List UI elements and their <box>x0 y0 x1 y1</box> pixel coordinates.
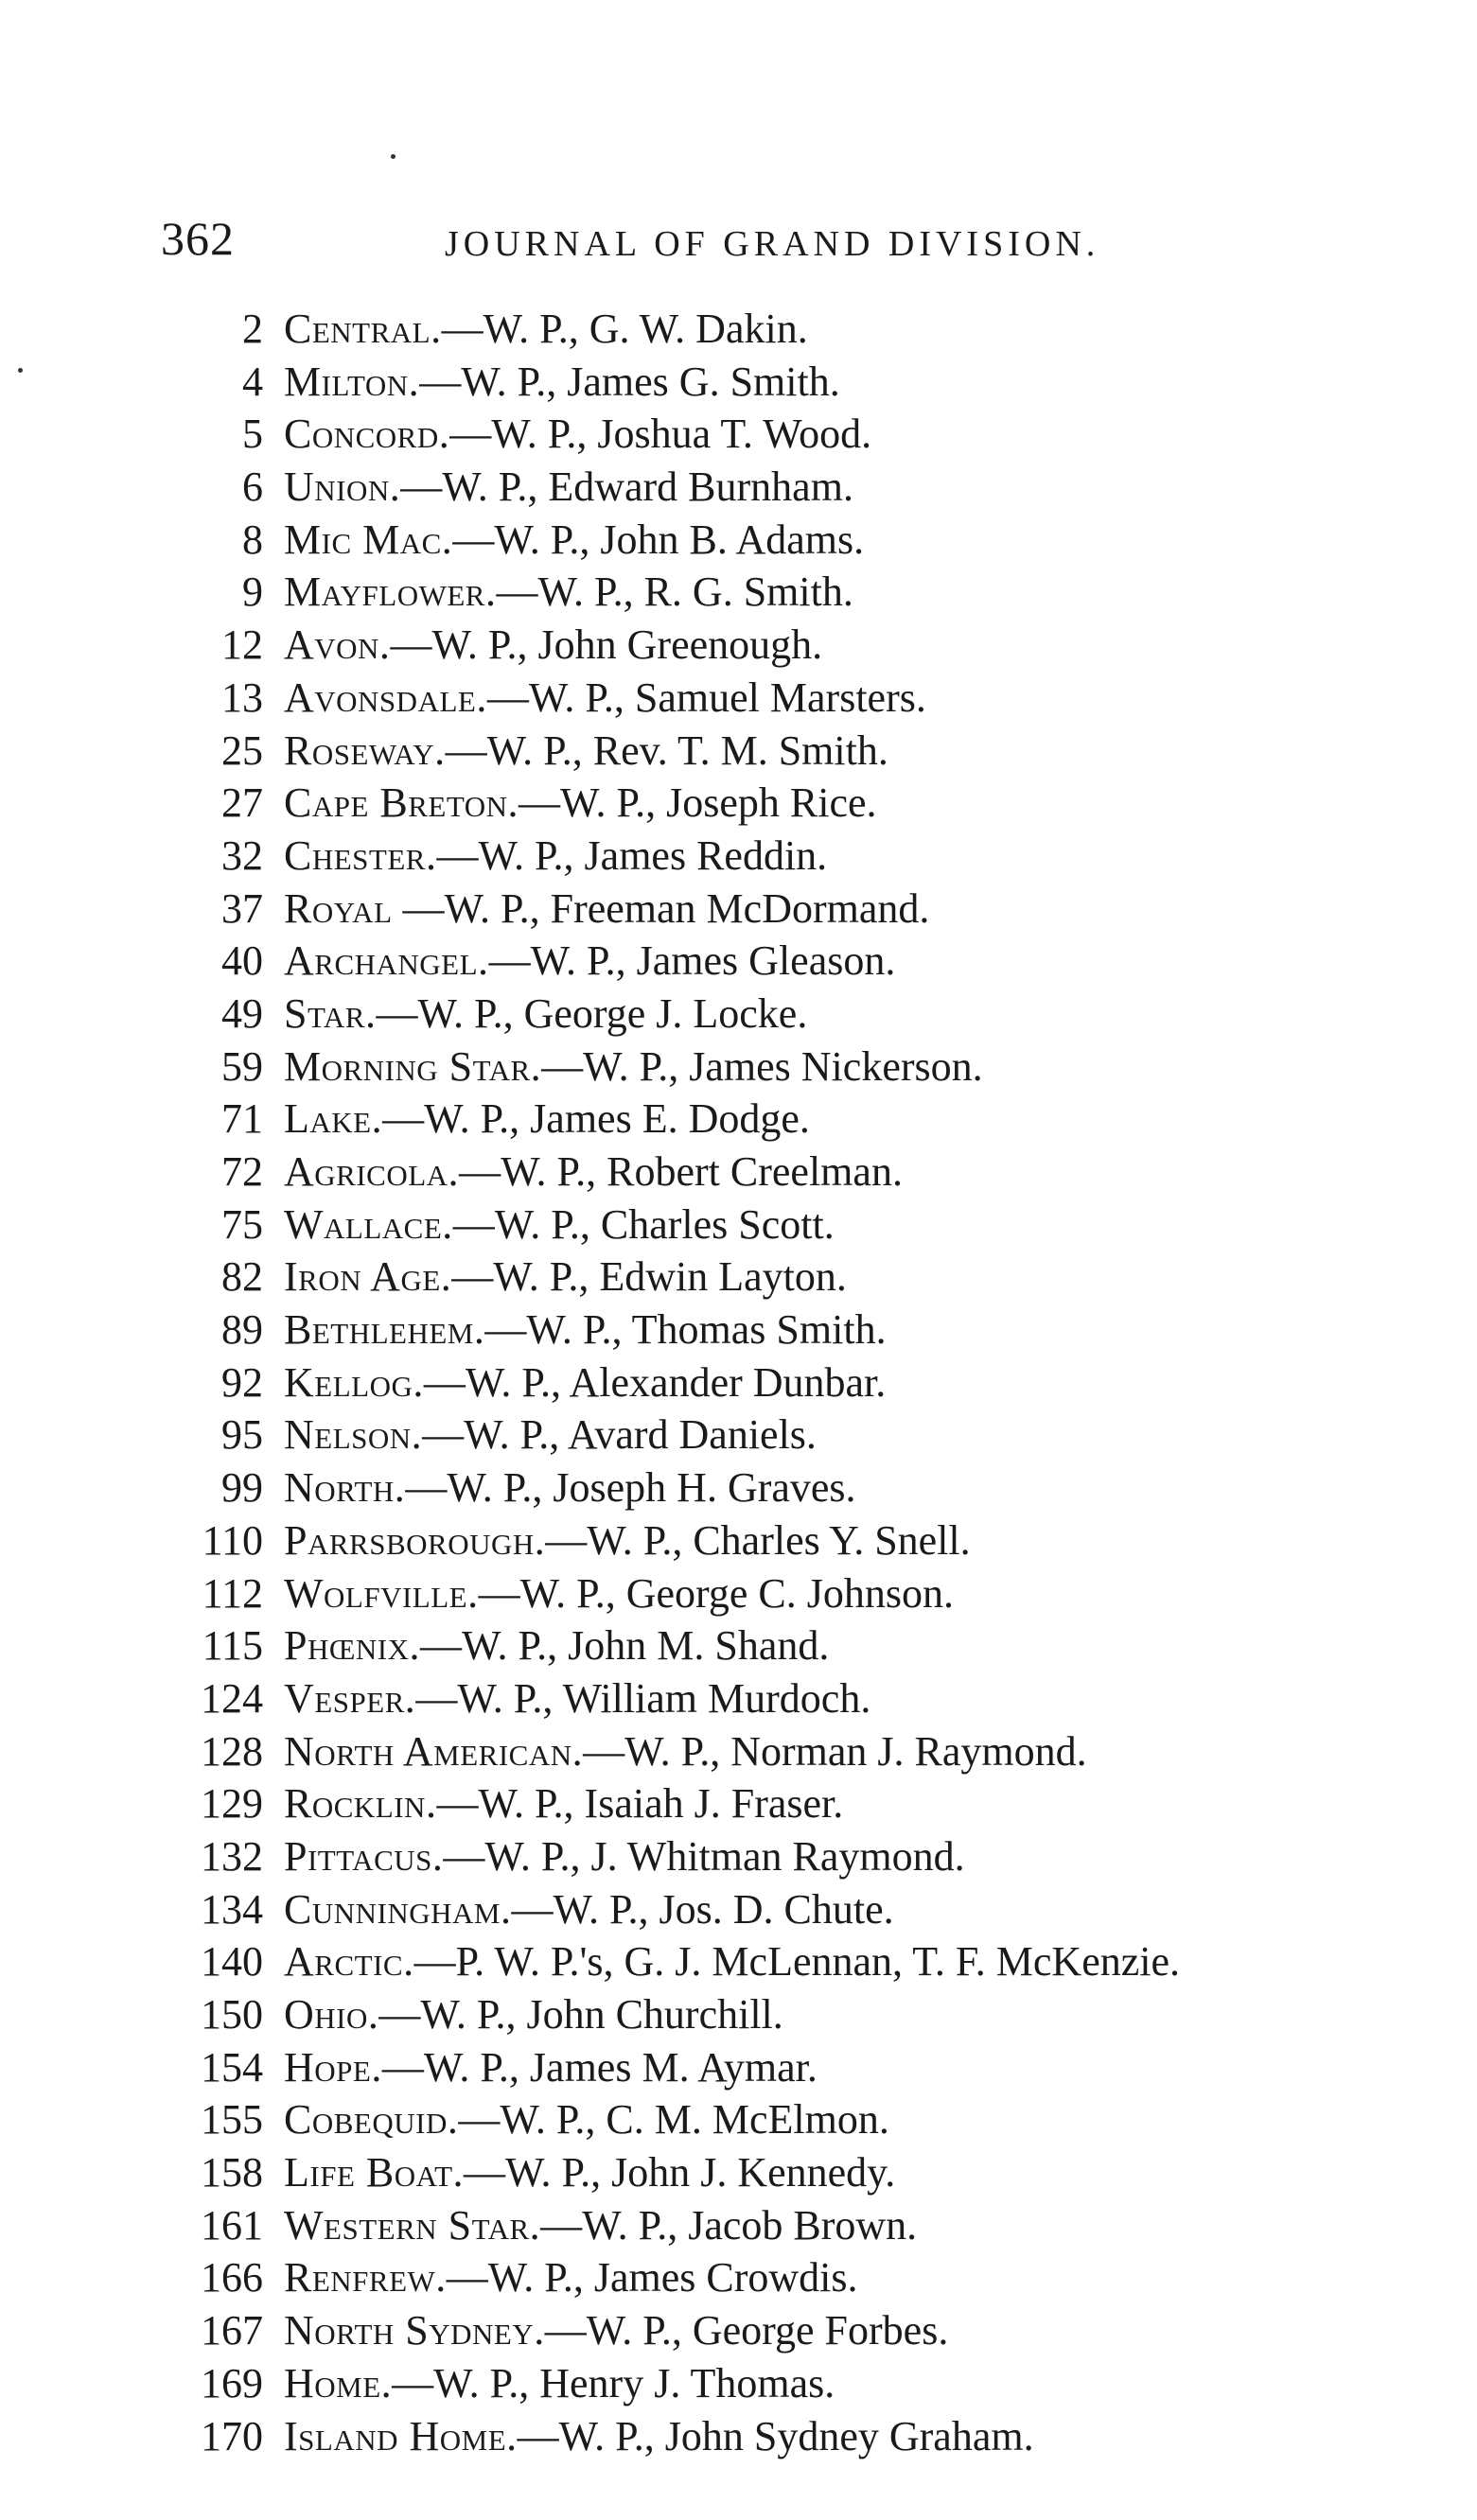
division-entry <box>284 1725 1087 1778</box>
division-entry <box>284 566 853 619</box>
worthy-patriarch: —W. P., John B. Adams. <box>452 516 865 563</box>
division-number: 134 <box>201 1885 263 1933</box>
division-entry <box>284 461 853 514</box>
division-entry <box>284 619 822 672</box>
list-item <box>0 830 1477 883</box>
division-number: 92 <box>221 1358 263 1406</box>
list-item <box>0 2041 1477 2094</box>
worthy-patriarch: —W. P., Samuel Marsters. <box>486 674 926 721</box>
division-number: 71 <box>221 1095 263 1143</box>
division-number: 37 <box>221 884 263 932</box>
division-entry <box>284 1672 870 1725</box>
worthy-patriarch: —W. P., Rev. T. M. Smith. <box>445 726 888 774</box>
page-number: 362 <box>161 212 235 265</box>
list-item <box>0 566 1477 619</box>
division-number: 115 <box>202 1622 263 1670</box>
list-item <box>0 1883 1477 1936</box>
division-name: Vesper. <box>284 1674 416 1722</box>
list-item <box>0 356 1477 409</box>
division-name: Mic Mac. <box>284 516 453 563</box>
division-name: Morning Star. <box>284 1042 542 1090</box>
division-number: 154 <box>201 2043 263 2091</box>
division-entry <box>284 725 888 778</box>
division-number: 99 <box>221 1464 263 1512</box>
division-number: 25 <box>221 726 263 774</box>
list-item <box>0 1199 1477 1251</box>
division-name: Central. <box>284 306 442 352</box>
division-name: Wolfville. <box>284 1569 479 1617</box>
worthy-patriarch: —W. P., George J. Locke. <box>376 989 808 1037</box>
division-number: 110 <box>202 1516 263 1564</box>
division-name: North. <box>284 1464 406 1512</box>
division-number: 150 <box>201 1991 263 2038</box>
list-item <box>0 1146 1477 1199</box>
division-name: Ohio. <box>284 1991 379 2038</box>
division-entry <box>284 1988 783 2041</box>
division-name: Cunningham. <box>284 1885 512 1933</box>
worthy-patriarch: —W. P., Isaiah J. Fraser. <box>436 1780 844 1828</box>
division-number: 32 <box>221 831 263 879</box>
division-name: Life Boat. <box>284 2149 464 2196</box>
list-item <box>0 672 1477 725</box>
list-item <box>0 2357 1477 2410</box>
division-name: Bethlehem. <box>284 1306 485 1354</box>
division-name: Parrsborough. <box>284 1516 546 1564</box>
list-item <box>0 1567 1477 1620</box>
list-item <box>0 619 1477 672</box>
division-name: Pittacus. <box>284 1832 444 1880</box>
division-entry <box>284 303 808 356</box>
division-number: 8 <box>242 516 263 563</box>
division-entry <box>284 1883 894 1936</box>
division-entry <box>284 1567 954 1620</box>
worthy-patriarch: —W. P., Joshua T. Wood. <box>449 411 872 458</box>
division-name: Milton. <box>284 358 420 405</box>
worthy-patriarch: —W. P., James G. Smith. <box>419 358 840 405</box>
list-item <box>0 935 1477 988</box>
division-number: 72 <box>221 1148 263 1195</box>
list-item <box>0 1304 1477 1356</box>
division-entry <box>284 1461 856 1514</box>
division-entry <box>284 672 926 725</box>
worthy-patriarch: —W. P., Norman J. Raymond. <box>583 1727 1087 1775</box>
division-name: Concord. <box>284 411 450 458</box>
division-number: 155 <box>201 2096 263 2144</box>
division-name: Lake. <box>284 1095 383 1143</box>
division-name: Avonsdale. <box>284 674 487 721</box>
division-entry <box>284 2199 917 2252</box>
worthy-patriarch: —W. P., Freeman McDormand. <box>392 884 930 932</box>
list-item <box>0 2093 1477 2146</box>
division-name: Roseway. <box>284 726 446 774</box>
list-item <box>0 1041 1477 1094</box>
division-name: Archangel. <box>284 937 489 985</box>
division-name: Renfrew. <box>284 2254 447 2301</box>
division-entry <box>284 1304 887 1356</box>
division-number: 59 <box>221 1042 263 1090</box>
list-item <box>0 514 1477 567</box>
list-item <box>0 988 1477 1041</box>
division-number: 4 <box>242 358 263 405</box>
division-name: Nelson. <box>284 1411 423 1459</box>
worthy-patriarch: —W. P., William Murdoch. <box>415 1674 871 1722</box>
worthy-patriarch: —W. P., George Forbes. <box>544 2307 949 2354</box>
division-entry <box>284 514 864 567</box>
division-entry <box>284 2251 858 2304</box>
worthy-patriarch: —W. P., John M. Shand. <box>420 1622 830 1670</box>
division-name: Western Star. <box>284 2201 541 2249</box>
division-entry <box>284 1409 817 1461</box>
division-entry <box>284 1356 886 1409</box>
division-number: 9 <box>242 569 263 616</box>
worthy-patriarch: —W. P., J. Whitman Raymond. <box>443 1832 965 1880</box>
division-name: Island Home. <box>284 2412 518 2459</box>
worthy-patriarch: —W. P., James Crowdis. <box>446 2254 858 2301</box>
division-number: 2 <box>242 306 263 352</box>
division-entry <box>284 1199 835 1251</box>
division-name: Wallace. <box>284 1200 453 1248</box>
division-entry <box>284 1041 983 1094</box>
division-entry <box>284 356 840 409</box>
division-entry <box>284 1619 829 1672</box>
list-item <box>0 461 1477 514</box>
worthy-patriarch: —W. P., John J. Kennedy. <box>464 2149 896 2196</box>
division-name: Home. <box>284 2359 393 2406</box>
division-name: Star. <box>284 989 377 1037</box>
division-name: Rocklin. <box>284 1780 437 1828</box>
division-name: Hope. <box>284 2043 382 2091</box>
division-name: Chester. <box>284 831 437 879</box>
division-number: 129 <box>201 1780 263 1828</box>
list-item <box>0 1935 1477 1988</box>
division-name: Arctic. <box>284 1938 414 1986</box>
division-number: 140 <box>201 1938 263 1986</box>
worthy-patriarch: —W. P., Avard Daniels. <box>422 1411 817 1459</box>
division-entry <box>284 408 871 461</box>
division-number: 112 <box>202 1569 263 1617</box>
worthy-patriarch: —W. P., John Churchill. <box>378 1991 783 2038</box>
division-number: 158 <box>201 2149 263 2196</box>
division-number: 82 <box>221 1253 263 1301</box>
worthy-patriarch: —W. P., James M. Aymar. <box>381 2043 818 2091</box>
division-number: 170 <box>201 2412 263 2459</box>
division-number: 167 <box>201 2307 263 2354</box>
division-entry <box>284 1093 810 1146</box>
list-item <box>0 1409 1477 1461</box>
worthy-patriarch: —W. P., Jos. D. Chute. <box>511 1885 894 1933</box>
worthy-patriarch: —W. P., Charles Scott. <box>452 1200 835 1248</box>
list-item <box>0 1777 1477 1830</box>
list-item <box>0 2410 1477 2463</box>
division-name: Avon. <box>284 621 391 669</box>
division-entry <box>284 1830 965 1883</box>
worthy-patriarch: —W. P., Charles Y. Snell. <box>545 1516 971 1564</box>
worthy-patriarch: —W. P., Joseph Rice. <box>519 779 877 827</box>
division-number: 128 <box>201 1727 263 1775</box>
division-number: 27 <box>221 779 263 827</box>
list-item <box>0 1093 1477 1146</box>
list-item <box>0 408 1477 461</box>
division-entry <box>284 2410 1034 2463</box>
worthy-patriarch: —W. P., Henry J. Thomas. <box>392 2359 835 2406</box>
list-item <box>0 1461 1477 1514</box>
division-number: 49 <box>221 989 263 1037</box>
division-name: Iron Age. <box>284 1253 452 1301</box>
division-entry <box>284 2146 895 2199</box>
division-name: North American. <box>284 1727 584 1775</box>
division-number: 40 <box>221 937 263 985</box>
list-item <box>0 777 1477 830</box>
division-entry <box>284 2304 948 2357</box>
list-item <box>0 2304 1477 2357</box>
division-name: Union. <box>284 464 401 511</box>
worthy-patriarch: —W. P., James Reddin. <box>436 831 828 879</box>
division-number: 95 <box>221 1411 263 1459</box>
list-item <box>0 1830 1477 1883</box>
division-number: 75 <box>221 1200 263 1248</box>
division-list <box>0 303 1477 2462</box>
worthy-patriarch: —W. P., R. G. Smith. <box>496 569 853 616</box>
worthy-patriarch: —W. P., G. W. Dakin. <box>441 306 808 352</box>
worthy-patriarch: —W. P., John Sydney Graham. <box>517 2412 1034 2459</box>
division-name: Cobequid. <box>284 2096 459 2144</box>
list-item <box>0 2146 1477 2199</box>
list-item <box>0 2251 1477 2304</box>
division-name: Agricola. <box>284 1148 460 1195</box>
division-number: 12 <box>221 621 263 669</box>
division-name: Phœnix. <box>284 1622 421 1670</box>
division-number: 5 <box>242 411 263 458</box>
worthy-patriarch: —W. P., Thomas Smith. <box>484 1306 887 1354</box>
worthy-patriarch: —W. P., Edwin Layton. <box>451 1253 847 1301</box>
list-item <box>0 1725 1477 1778</box>
list-item <box>0 1672 1477 1725</box>
division-entry <box>284 2041 818 2094</box>
list-item <box>0 303 1477 356</box>
worthy-patriarch: —W. P., Edward Burnham. <box>400 464 853 511</box>
division-number: 169 <box>201 2359 263 2406</box>
division-entry <box>284 2357 835 2410</box>
worthy-patriarch: —W. P., Jacob Brown. <box>540 2201 918 2249</box>
worthy-patriarch: —W. P., John Greenough. <box>390 621 823 669</box>
list-item <box>0 1251 1477 1304</box>
division-entry <box>284 883 929 936</box>
list-item <box>0 1356 1477 1409</box>
division-name: Cape Breton. <box>284 779 519 827</box>
division-entry <box>284 1935 1180 1988</box>
division-name: Mayflower. <box>284 569 497 616</box>
worthy-patriarch: —W. P., Alexander Dunbar. <box>423 1358 887 1406</box>
worthy-patriarch: —W. P., James Nickerson. <box>541 1042 983 1090</box>
division-entry <box>284 777 877 830</box>
division-number: 132 <box>201 1832 263 1880</box>
division-entry <box>284 988 807 1041</box>
list-item <box>0 2199 1477 2252</box>
division-name: Royal <box>284 884 393 932</box>
worthy-patriarch: —W. P., Joseph H. Graves. <box>405 1464 856 1512</box>
worthy-patriarch: —W. P., Robert Creelman. <box>459 1148 903 1195</box>
list-item <box>0 1514 1477 1567</box>
division-number: 124 <box>201 1674 263 1722</box>
division-number: 89 <box>221 1306 263 1354</box>
division-number: 166 <box>201 2254 263 2301</box>
worthy-patriarch: —W. P., James Gleason. <box>488 937 896 985</box>
list-item <box>0 1988 1477 2041</box>
ink-speck <box>391 154 396 159</box>
division-entry <box>284 1514 971 1567</box>
list-item <box>0 725 1477 778</box>
division-name: Kellog. <box>284 1358 424 1406</box>
division-entry <box>284 830 827 883</box>
division-entry <box>284 935 895 988</box>
division-entry <box>284 1251 847 1304</box>
division-entry <box>284 2093 889 2146</box>
worthy-patriarch: —W. P., James E. Dodge. <box>382 1095 810 1143</box>
division-name: North Sydney. <box>284 2307 545 2354</box>
worthy-patriarch: —W. P., C. M. McElmon. <box>458 2096 889 2144</box>
division-number: 6 <box>242 464 263 511</box>
worthy-patriarch: —W. P., George C. Johnson. <box>478 1569 954 1617</box>
division-number: 161 <box>201 2201 263 2249</box>
division-entry <box>284 1777 843 1830</box>
list-item <box>0 1619 1477 1672</box>
worthy-patriarch: —P. W. P.'s, G. J. McLennan, T. F. McKenzie. <box>413 1938 1181 1986</box>
division-entry <box>284 1146 903 1199</box>
division-number: 13 <box>221 674 263 721</box>
running-head: JOURNAL OF GRAND DIVISION. <box>445 224 1100 264</box>
list-item <box>0 883 1477 936</box>
